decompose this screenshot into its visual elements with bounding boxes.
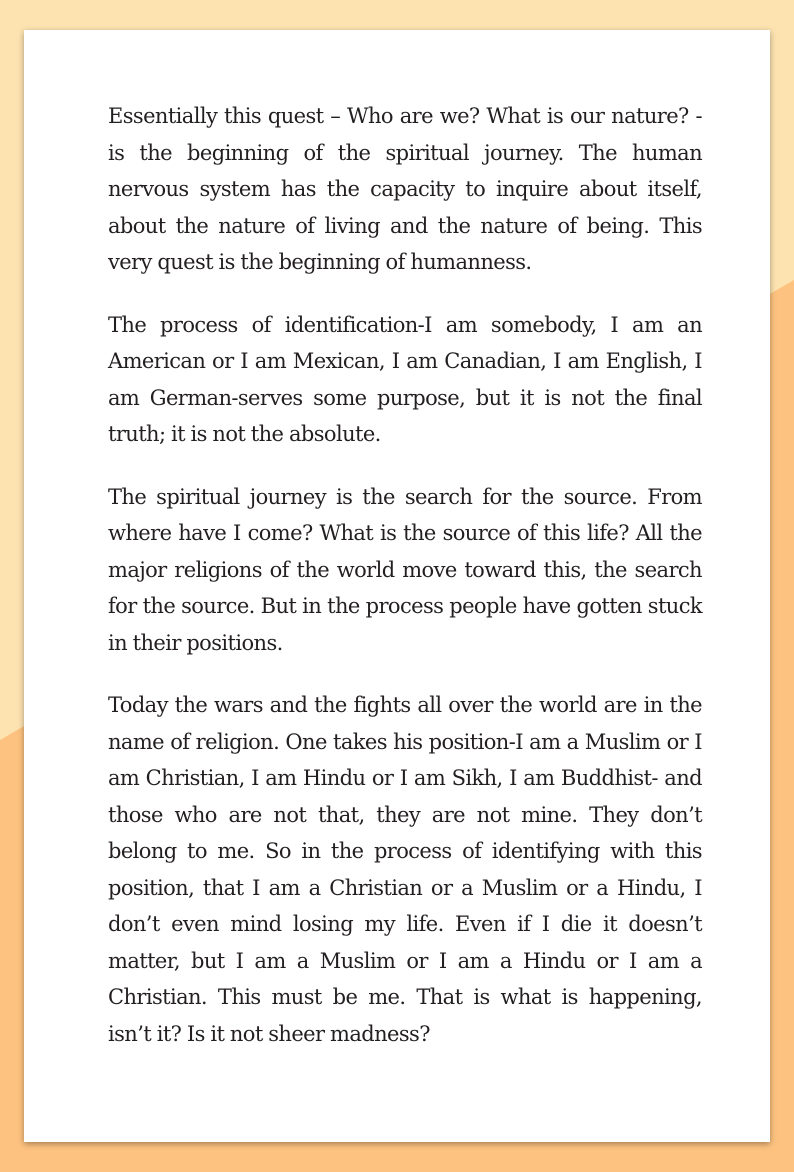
paragraph-4: Today the wars and the fights all over the world are in the name of religion. One takes his position-I am a Muslim or I am Christian, I am Hindu or I am Sikh, I am Buddhist- and those who are not that, they are not mine. They don’t belong to me. So in the process of identifying with this position, that I am a Christian or a Muslim or a Hindu, I don’t even mind losing my life. Even if I die it doesn’t matter, but I am a Muslim or I am a Hindu or I am a Christian. This must be me. That is what is happening, isn’t it? Is it not sheer madness? [108, 693, 702, 1046]
paragraph-1: Essentially this quest – Who are we? What is our nature? - is the beginning of the spiritual journey. The human nervous system has the capacity to inquire about itself, about the nature of living and the nature of being. This very quest is the beginning of humanness. [108, 104, 702, 274]
document-page [24, 30, 770, 1142]
paragraph-3: The spiritual journey is the search for the source. From where have I come? What is the source of this life? All the major religions of the world move toward this, the search for the source. But in the process people have gotten stuck in their positions. [108, 484, 702, 655]
paragraph-2: The process of identification-I am somebody, I am an American or I am Mexican, I am Canadian, I am English, I am German-serves some purpose, but it is not the final truth; it is not the absolute. [108, 312, 702, 446]
document-body [108, 98, 702, 1078]
